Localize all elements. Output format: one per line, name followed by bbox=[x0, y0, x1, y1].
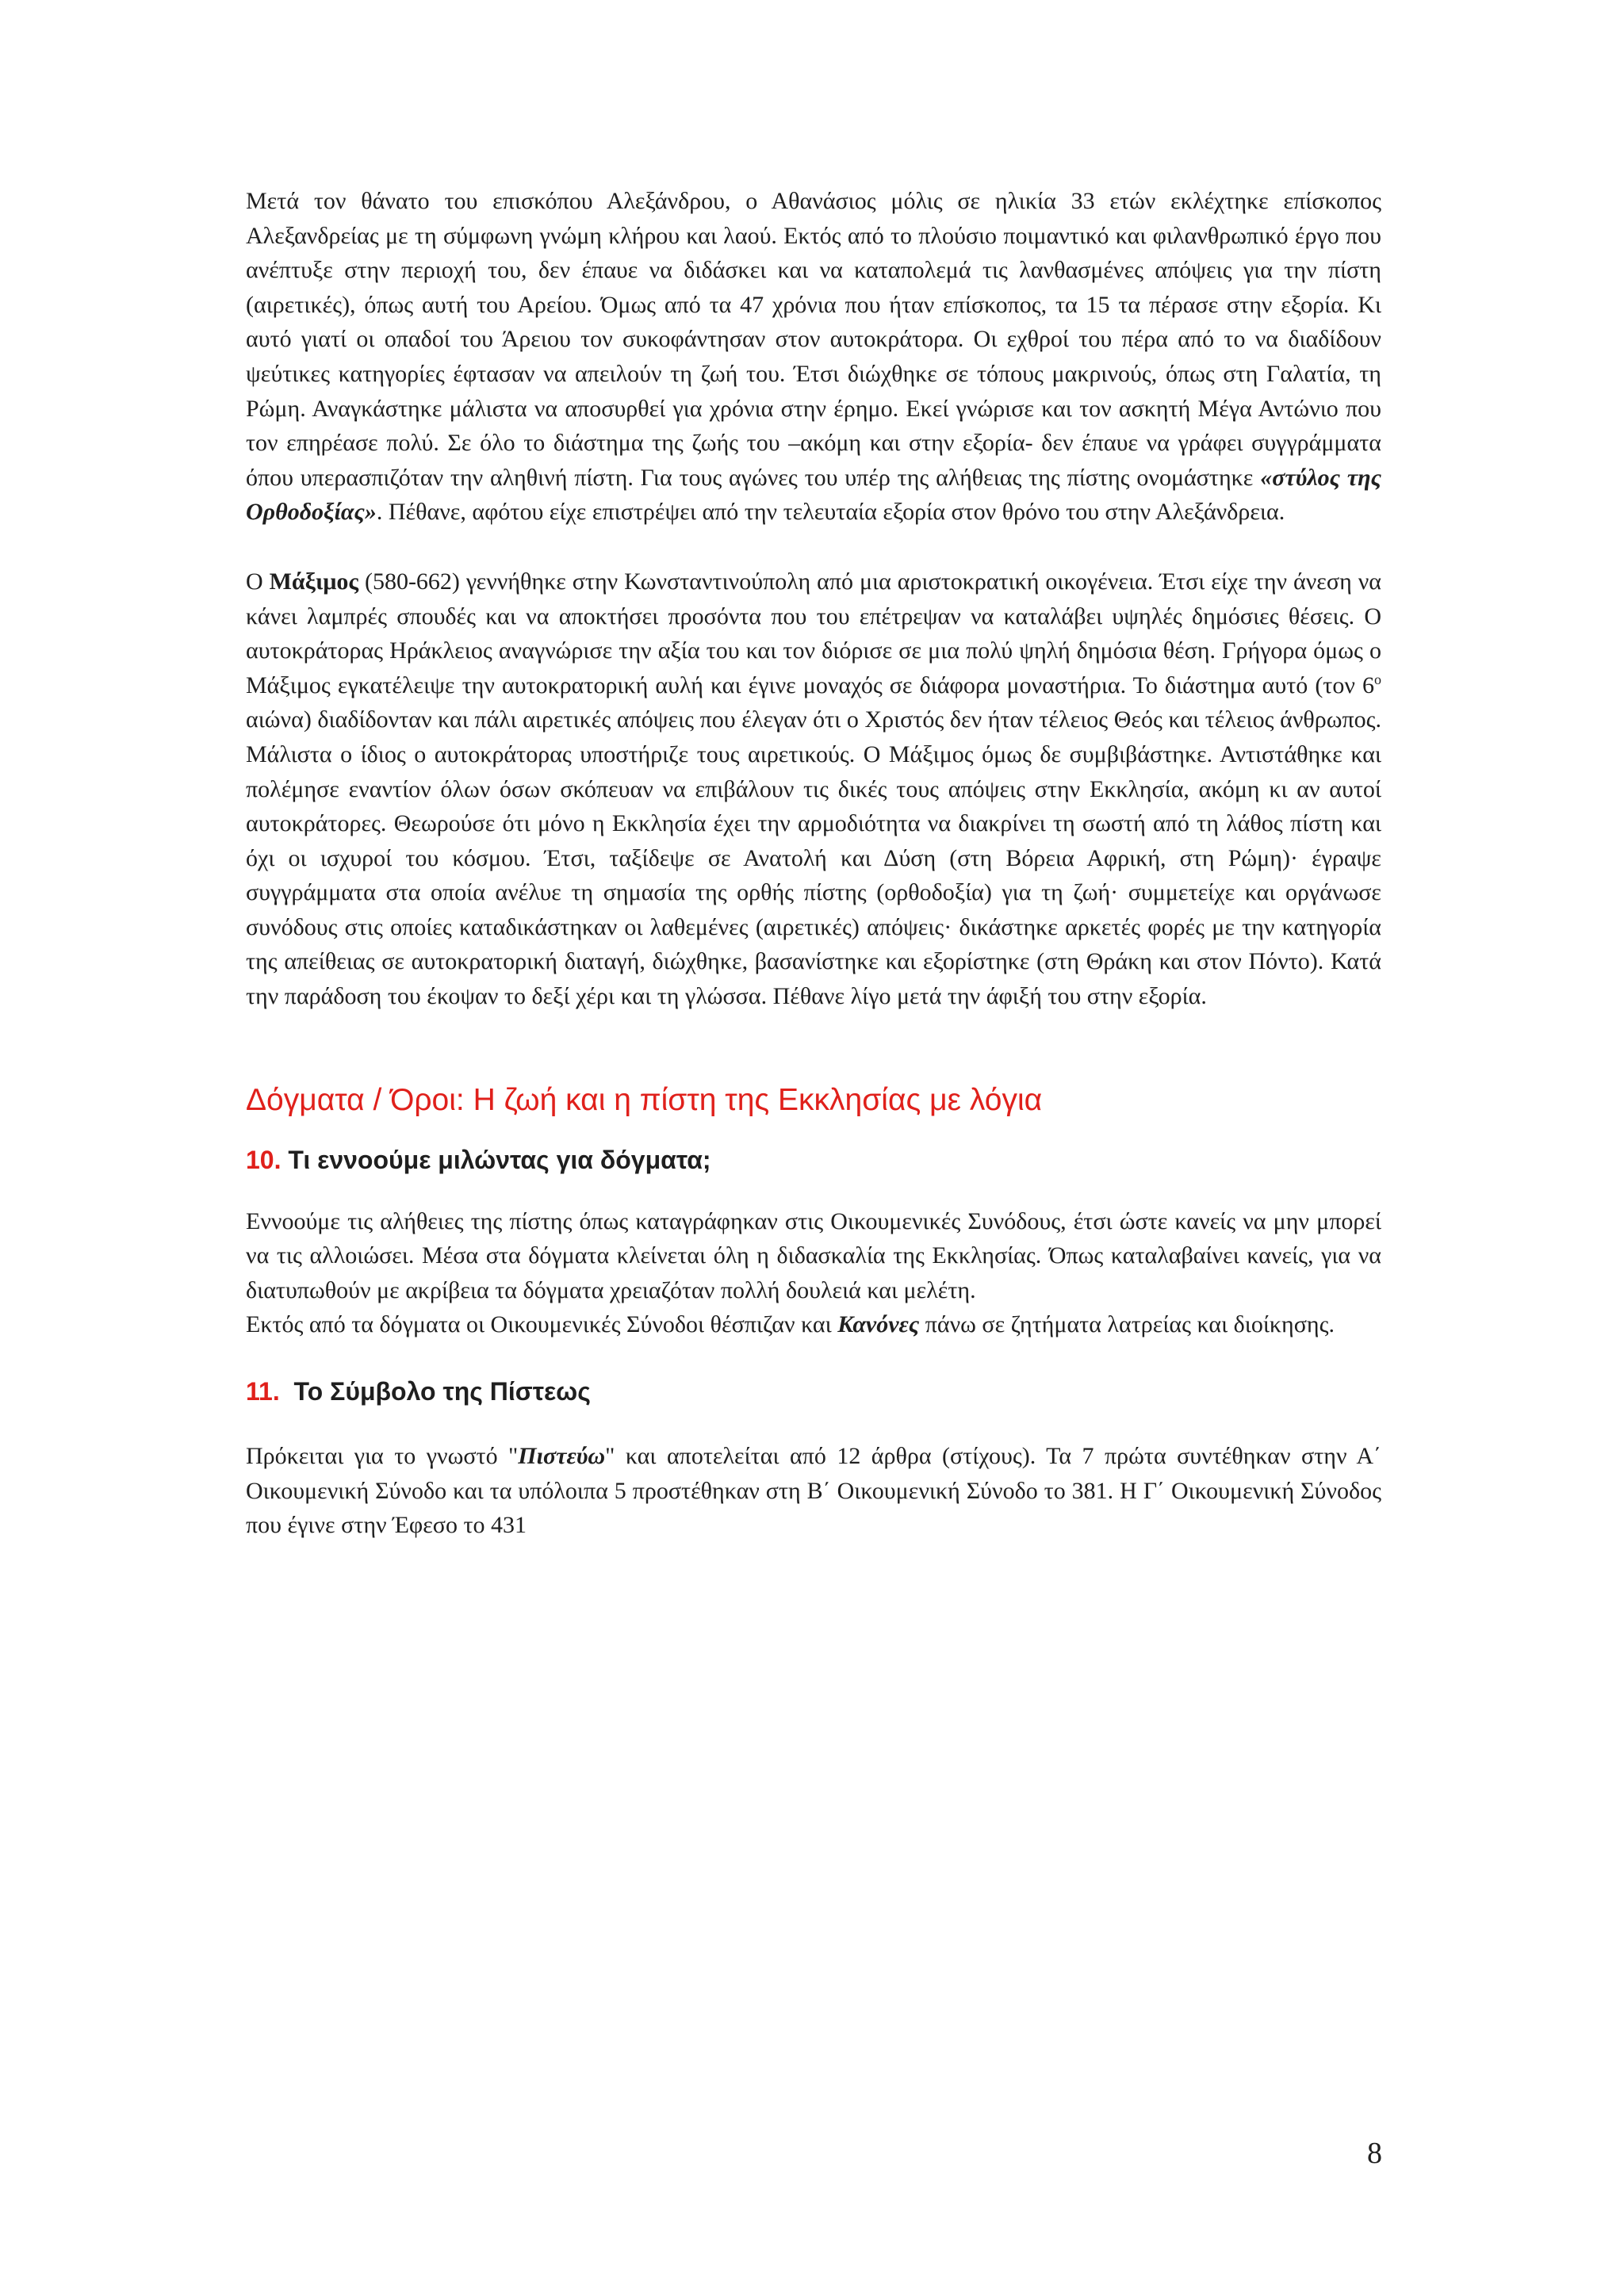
question-11-paragraph bbox=[246, 1439, 1381, 1543]
spacer bbox=[246, 1177, 1381, 1204]
spacer bbox=[246, 1014, 1381, 1081]
question-11-heading bbox=[246, 1374, 1381, 1409]
question-11-text-b: " και αποτελείται από 12 άρθρα (στίχους). Τα 7 πρώτα συντέθηκαν στην Α΄ Οικουμενική Σύνοδο και τα υπόλοιπα 5 προστέθηκαν στη Β΄ Οικουμενική Σύνοδο το 381. Η Γ΄ Οικουμενική Σύνοδος που έγινε στην Έφεσο το 431 bbox=[246, 1443, 1381, 1539]
question-11-number: 11. bbox=[246, 1377, 280, 1406]
page-content bbox=[246, 184, 1381, 1543]
question-11-text-a: Πρόκειται για το γνωστό " bbox=[246, 1443, 519, 1470]
spacer bbox=[246, 1120, 1381, 1142]
question-10-heading bbox=[246, 1142, 1381, 1177]
page-number: 8 bbox=[1367, 2137, 1382, 2170]
athanasios-emphasis: «στύλος της Ορθοδοξίας» bbox=[246, 464, 1381, 526]
maximos-text-2: (580-662) γεννήθηκε στην Κωνσταντινούπολη από μια αριστοκρατική οικογένεια. Έτσι είχε την άνεση να κάνει λαμπρές σπουδές και να αποκτήσει προσόντα που του επέτρεψαν να καταλάβει υψηλές δημόσιες θέσεις. Ο αυτοκράτορας Ηράκλειος αναγνώρισε την αξία του και τον διόρισε σε μια πολύ ψηλή δημόσια θέση. Γρήγορα όμως ο Μάξιμος εγκατέλειψε την αυτοκρατορική αυλή και έγινε μοναχός σε διάφορα μοναστήρια. Το διάστημα αυτό (τον 6 bbox=[246, 568, 1381, 698]
question-10-paragraph-1: Εννοούμε τις αλήθειες της πίστης όπως καταγράφηκαν στις Οικουμενικές Συνόδους, έτσι ώστε κανείς να μην μπορεί να τις αλλοιώσει. Μέσα στα δόγματα κλείνεται όλη η διδασκαλία της Εκκλησίας. Όπως καταλαβαίνει κανείς, για να διατυπωθούν με ακρίβεια τα δόγματα χρειαζόταν πολλή δουλειά και μελέτη. bbox=[246, 1207, 1381, 1303]
question-10-p2-text-b: πάνω σε ζητήματα λατρείας και διοίκησης. bbox=[919, 1311, 1335, 1338]
section-title: Δόγματα / Όροι: Η ζωή και η πίστη της Εκκλησίας με λόγια bbox=[246, 1082, 1043, 1117]
question-11-title: Το Σύμβολο της Πίστεως bbox=[293, 1377, 591, 1406]
maximos-text-3: αιώνα) διαδίδονταν και πάλι αιρετικές απόψεις που έλεγαν ότι ο Χριστός δεν ήταν τέλειος Θεός και τέλειος άνθρωπος. Μάλιστα ο ίδιος ο αυτοκράτορας υποστήριζε τους αιρετικούς. Ο Μάξιμος όμως δε συμβιβάστηκε. Αντιστάθηκε και πολέμησε εναντίον όλων όσων σκόπευαν να επιβάλουν τις δικές τους απόψεις στην Εκκλησία, ακόμη κι αν αυτοί αυτοκράτορες. Θεωρούσε ότι μόνο η Εκκλησία έχει την αρμοδιότητα να διακρίνει τη σωστή από τη λάθος πίστη και όχι οι ισχυροί του κόσμου. Έτσι, ταξίδεψε σε Ανατολή και Δύση (στη Βόρεια Αφρική, στη Ρώμη)· έγραψε συγγράμματα στα οποία ανέλυε τη σημασία της ορθής πίστης (ορθοδοξία) για τη ζωή· συμμετείχε και οργάνωσε συνόδους στις οποίες καταδικάστηκαν οι λαθεμένες (αιρετικές) απόψεις· δικάστηκε αρκετές φορές με την κατηγορία της απείθειας σε αυτοκρατορική διαταγή, διώχθηκε, βασανίστηκε και εξορίστηκε (στη Θράκη και στον Πόντο). Κατά την παράδοση του έκοψαν το δεξί χέρι και τη γλώσσα. Πέθανε λίγο μετά την άφιξή του στην εξορία. bbox=[246, 706, 1381, 1010]
maximos-name: Μάξιμος bbox=[269, 568, 359, 595]
athanasios-paragraph bbox=[246, 184, 1381, 530]
century-superscript: ο bbox=[1374, 671, 1381, 687]
spacer bbox=[246, 1409, 1381, 1439]
athanasios-text-1: Μετά τον θάνατο του επισκόπου Αλεξάνδρου, ο Αθανάσιος μόλις σε ηλικία 33 ετών εκλέχτηκε επίσκοπος Αλεξανδρείας με τη σύμφωνη γνώμη κλήρου και λαού. Εκτός από το πλούσιο ποιμαντικό και φιλανθρωπικό έργο που ανέπτυξε στην περιοχή του, δεν έπαυε να διδάσκει και να καταπολεμά τις λανθασμένες απόψεις για την πίστη (αιρετικές), όπως αυτή του Αρείου. Όμως από τα 47 χρόνια που ήταν επίσκοπος, τα 15 τα πέρασε στην εξορία. Κι αυτό γιατί οι οπαδοί του Άρειου τον συκοφάντησαν στον αυτοκράτορα. Οι εχθροί του πέρα από το να διαδίδουν ψεύτικες κατηγορίες έφτασαν να απειλούν τη ζωή του. Έτσι διώχθηκε σε τόπους μακρινούς, όπως στη Γαλατία, τη Ρώμη. Αναγκάστηκε μάλιστα να αποσυρθεί για χρόνια στην έρημο. Εκεί γνώρισε και τον ασκητή Μέγα Αντώνιο που τον επηρέασε πολύ. Σε όλο το διάστημα της ζωής του –ακόμη και στην εξορία- δεν έπαυε να γράφει συγγράμματα όπου υπερασπιζόταν την αληθινή πίστη. Για τους αγώνες του υπέρ της αλήθειας της πίστης ονομάστηκε bbox=[246, 188, 1381, 491]
maximos-text-1: Ο bbox=[246, 568, 270, 595]
spacer bbox=[246, 1342, 1381, 1374]
question-10-paragraph-2 bbox=[246, 1307, 1381, 1342]
maximos-paragraph bbox=[246, 564, 1381, 1014]
canons-emphasis: Κανόνες bbox=[837, 1311, 920, 1338]
question-10-number: 10. bbox=[246, 1145, 282, 1174]
athanasios-text-2: . Πέθανε, αφότου είχε επιστρέψει από την τελευταία εξορία στον θρόνο του στην Αλεξάνδρεια. bbox=[376, 499, 1285, 526]
question-10-title: Τι εννοούμε μιλώντας για δόγματα; bbox=[288, 1145, 711, 1174]
pisteuo-emphasis: Πιστεύω bbox=[518, 1443, 606, 1470]
spacer bbox=[246, 530, 1381, 564]
question-10-p2-text-a: Εκτός από τα δόγματα οι Οικουμενικές Σύνοδοι θέσπιζαν και bbox=[246, 1311, 838, 1338]
